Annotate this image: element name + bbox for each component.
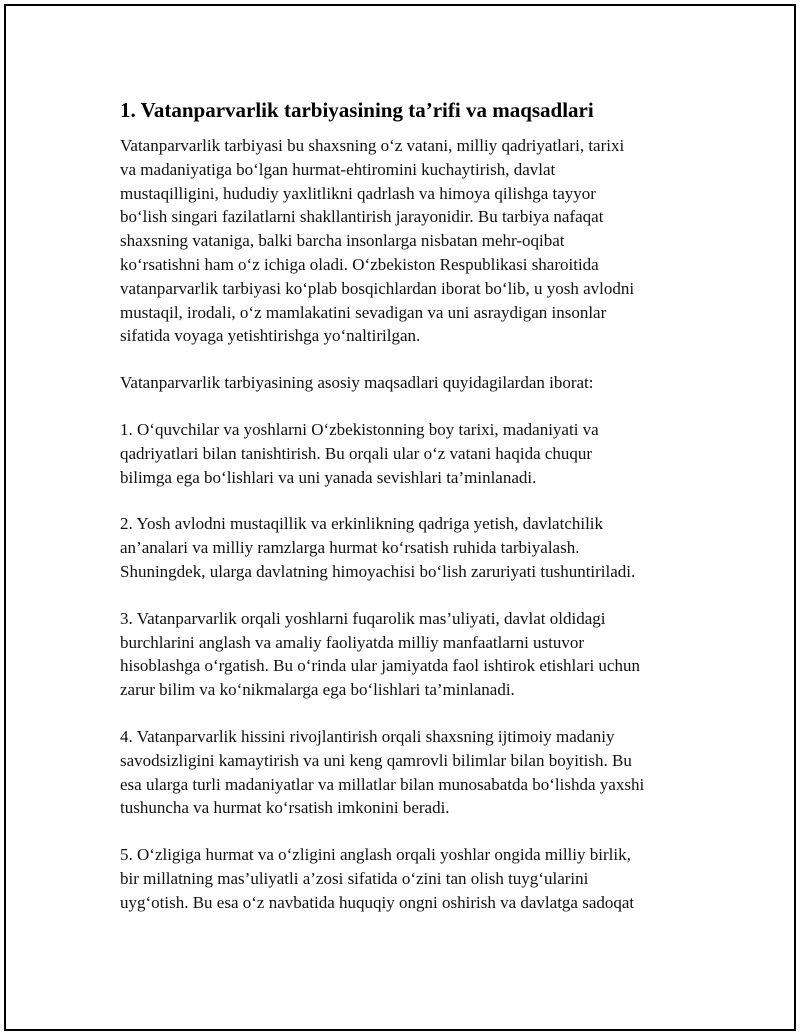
page-frame (4, 4, 796, 1031)
text-line: savodsizligini kamaytirish va uni keng qamrovli bilimlar bilan boyitish. Bu (120, 750, 632, 770)
text-line: Shuningdek, ularga davlatning himoyachisi bo‘lish zaruriyati tushuntiriladi. (120, 561, 636, 581)
text-line: esa ularga turli madaniyatlar va millatlar bilan munosabatda bo‘lishda yaxshi (120, 774, 645, 794)
text-line: sifatida voyaga yetishtirishga yo‘naltirilgan. (120, 326, 421, 346)
document-body (120, 96, 700, 938)
text-line: mustaqil, irodali, o‘z mamlakatini sevadigan va uni asraydigan insonlar (120, 302, 607, 322)
text-line: zarur bilim va ko‘nikmalarga ega bo‘lishlari ta’minlanadi. (120, 680, 515, 700)
text-line: an’analari va milliy ramzlarga hurmat ko‘rsatish ruhida tarbiyalash. (120, 538, 580, 558)
list-item-goal-5 (120, 843, 700, 914)
text-line: vatanparvarlik tarbiyasi ko‘plab bosqichlardan iborat bo‘lib, u yosh avlodni (120, 278, 635, 298)
text-line: tushuncha va hurmat ko‘rsatish imkonini beradi. (120, 798, 450, 818)
section-heading: 1. Vatanparvarlik tarbiyasining ta’rifi va maqsadlari (120, 98, 594, 122)
text-line: qadriyatlari bilan tanishtirish. Bu orqali ular o‘z vatani haqida chuqur (120, 443, 593, 463)
text-line: bir millatning mas’uliyatli a’zosi sifatida o‘zini tan olish tuyg‘ularini (120, 868, 589, 888)
text-line: 5. O‘zligiga hurmat va o‘zligini anglash orqali yoshlar ongida milliy birlik, (120, 845, 631, 865)
text-line: burchlarini anglash va amaliy faoliyatda milliy manfaatlarni ustuvor (120, 632, 585, 652)
text-line: mustaqilligini, hududiy yaxlitlikni qadrlash va himoya qilishga tayyor (120, 183, 596, 203)
text-line: 4. Vatanparvarlik hissini rivojlantirish orqali shaxsning ijtimoiy madaniy (120, 726, 615, 746)
list-item-goal-2 (120, 512, 700, 583)
text-line: va madaniyatiga bo‘lgan hurmat-ehtiromini kuchaytirish, davlat (120, 159, 556, 179)
text-line: bo‘lish singari fazilatlarni shakllantirish jarayonidir. Bu tarbiya nafaqat (120, 207, 604, 227)
paragraph-goals-intro (120, 371, 700, 395)
text-line: Vatanparvarlik tarbiyasi bu shaxsning o‘z vatani, milliy qadriyatlari, tarixi (120, 136, 625, 155)
text-line: Vatanparvarlik tarbiyasining asosiy maqsadlari quyidagilardan iborat: (120, 373, 594, 393)
text-line: uyg‘otish. Bu esa o‘z navbatida huquqiy ongni oshirish va davlatga sadoqat (120, 892, 635, 912)
list-item-goal-3 (120, 607, 700, 702)
list-item-goal-1 (120, 418, 700, 489)
text-line: bilimga ega bo‘lishlari va uni yanada sevishlari ta’minlanadi. (120, 467, 537, 487)
paragraph-definition (120, 134, 700, 348)
list-item-goal-4 (120, 725, 700, 820)
text-line: 3. Vatanparvarlik orqali yoshlarni fuqarolik mas’uliyati, davlat oldidagi (120, 608, 606, 628)
text-line: 2. Yosh avlodni mustaqillik va erkinlikning qadriga yetish, davlatchilik (120, 514, 604, 534)
text-line: hisoblashga o‘rgatish. Bu o‘rinda ular jamiyatda faol ishtirok etishlari uchun (120, 656, 640, 676)
text-line: shaxsning vataniga, balki barcha insonlarga nisbatan mehr-oqibat (120, 231, 565, 251)
text-line: ko‘rsatishni ham o‘z ichiga oladi. O‘zbekiston Respublikasi sharoitida (120, 254, 599, 274)
text-line: 1. O‘quvchilar va yoshlarni O‘zbekistonning boy tarixi, madaniyati va (120, 419, 599, 439)
